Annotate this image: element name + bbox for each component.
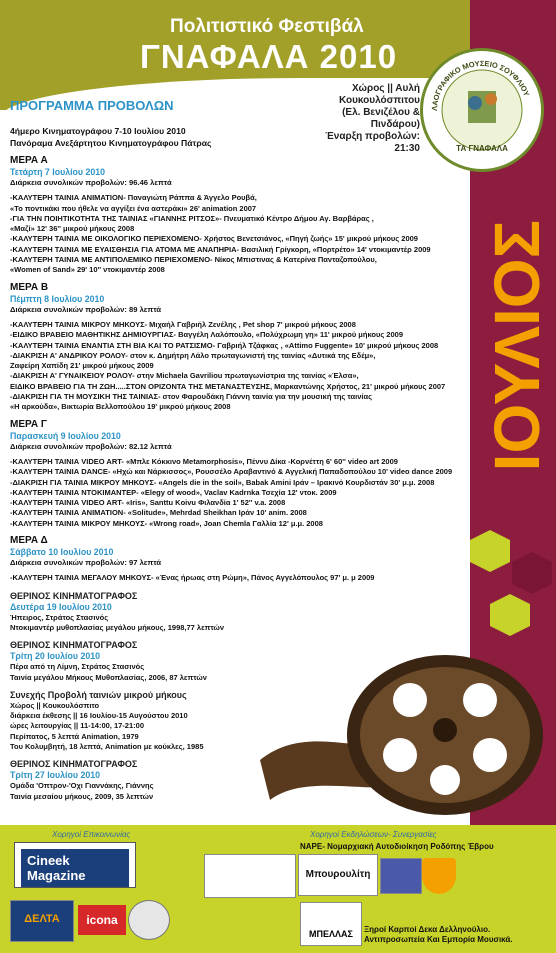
program-title: ΠΡΟΓΡΑΜΜΑ ΠΡΟΒΟΛΩΝ [10, 98, 174, 113]
day-date: Σάββατο 10 Ιουλίου 2010 [10, 547, 114, 558]
extra-line: Πέρα από τη Λίμνη, Στράτος Στασινός [10, 662, 145, 672]
comm-sponsors-label: Χορηγοί Επικοινωνίας [52, 830, 131, 839]
film-line: -ΚΑΛΥΤΕΡΗ ΤΑΙΝΙΑ ΜΙΚΡΟΥ ΜΗΚΟΥΣ- «Wrong road», Joan Chemla Γαλλία 12' μ.μ. 2008 [10, 518, 323, 528]
mellas-logo [300, 902, 362, 946]
festival-title: ΓΝΑΦΑΛΑ 2010 [140, 38, 398, 75]
delta-logo [10, 900, 74, 942]
day-date: Πέμπτη 8 Ιουλίου 2010 [10, 293, 105, 304]
day-duration: Διάρκεια συνολικών προβολών: 96.46 λεπτά [10, 178, 172, 187]
delta-text: ΔΕΛΤΑ [24, 913, 60, 925]
mellas-text: ΜΠΕΛΛΑΣ [309, 929, 353, 939]
film-line: -ΚΑΛΥΤΕΡΗ ΤΑΙΝΙΑ ΜΙΚΡΟΥ ΜΗΚΟΥΣ- Μιχαήλ Γαβριήλ Ζενέλης , Pet shop 7' μικρού μήκους 2008 [10, 319, 356, 329]
film-line: -ΚΑΛΥΤΕΡΗ ΤΑΙΝΙΑ ΜΕΓΑΛΟΥ ΜΗΚΟΥΣ- «Ένας ήρωας στη Ρώμη», Πάνος Αγγελόπουλος 97' μ. μ 2009 [10, 573, 375, 583]
extra-line: Ταινία μεσαίου μήκους, 2009, 35 λεπτών [10, 791, 154, 801]
extra-line: ώρες λειτουργίας || 11-14:00, 17-21:00 [10, 721, 144, 731]
program-intro: Πανόραμα Ανεξάρτητου Κινηματογράφου Πάτρας [10, 137, 212, 148]
logo-sub: ΤΑ ΓΝΑΦΑΛΑ [456, 144, 508, 153]
film-line: «Το ποντικάκι που ήθελε να αγγίξει ένα αστεράκι» 26' animation 2007 [10, 203, 257, 213]
event-sponsors-label: Χορηγοί Εκδηλώσεων- Συνεργασίες [310, 830, 437, 839]
extra-line: Ταινία μεγάλου Μήκους Μυθοπλασίας, 2006, 87 λεπτών [10, 672, 207, 682]
cineek-text: Cineek Magazine [21, 849, 129, 887]
logo-text: ΛΑΟΓΡΑΦΙΚΟ ΜΟΥΣΕΙΟ ΣΟΥΦΛΙΟΥ [429, 58, 532, 112]
bottom-sponsor-text [364, 925, 554, 945]
mpourouliti-logo [298, 854, 378, 896]
film-line: «Η αρκούδα», Βικτωρία Βελλοπούλου 19' μικρού μήκους 2008 [10, 402, 231, 412]
film-line: Ζαφείρη Χαπίδη 21' μικρού μήκους 2009 [10, 361, 154, 371]
day-duration: Διάρκεια συνολικών προβολών: 82.12 λεπτά [10, 441, 172, 451]
extra-line: Περίπατος, 5 λεπτά Animation, 1979 [10, 731, 139, 741]
film-line: -ΔΙΑΚΡΙΣΗ Α' ΓΥΝΑΙΚΕΙΟΥ ΡΟΛΟΥ- στην Michaela Gavriliou πρωταγωνίστρια της ταινίας «Έλσα», [10, 371, 359, 381]
film-line: -ΚΑΛΥΤΕΡΗ ΤΑΙΝΙΑ ANIMATION- Παναγιώτη Ράππα & Άγγελο Ρουβά, [10, 193, 257, 203]
extra-line: Ομάδα 'Οπτρον-'Οχι Γιαννάκης, Γιάννης [10, 781, 154, 791]
extra-heading: ΘΕΡΙΝΟΣ ΚΙΝΗΜΑΤΟΓΡΑΦΟΣ [10, 759, 138, 770]
extra-line: Χώρος || Κουκουλόσπιτο [10, 700, 100, 710]
extra-heading: Συνεχής Προβολή ταινιών μικρού μήκους [10, 689, 187, 700]
film-line: -ΚΑΛΥΤΕΡΗ ΤΑΙΝΙΑ DANCE- «Ηχώ και Νάρκισσος», Ρουσσέλο Αραβαντινό & Αγγελική Παπαδοπούλου 10' video dance 2009 [10, 467, 453, 477]
film-line: -ΚΑΛΥΤΕΡΗ ΤΑΙΝΙΑ VIDEO ART- «Μπλε Κόκκινο Metamorphosis», Πέννυ Δίκα -Κορνέττη 6' 60'' video art 2009 [10, 456, 398, 466]
film-line: -ΚΑΛΥΤΕΡΗ ΤΑΙΝΙΑ ΜΕ ΑΝΤΙΠΟΛΕΜΙΚΟ ΠΕΡΙΕΧΟΜΕΝΟ- Νίκος Μπιστινας & Κατερίνα Πανταζοπούλου, [10, 255, 377, 265]
day-date: Τετάρτη 7 Ιουλίου 2010 [10, 167, 106, 177]
day-block [10, 155, 470, 276]
film-line: -ΔΙΑΚΡΙΣΗ Α' ΑΝΔΡΙΚΟΥ ΡΟΛΟΥ- στον κ. Δημήτρη Λάλο πρωταγωνιστή της ταινίας «Δυτικά της Εδέμ», [10, 350, 376, 360]
hex-decoration [470, 530, 556, 650]
film-line: -ΔΙΑΚΡΙΣΗ ΓΙΑ ΤΗ ΜΟΥΣΙΚΗ ΤΗΣ ΤΑΙΝΙΑΣ- στον Φαρουδάκη Γιάννη ταινία για την μουσική της ταινίας [10, 392, 372, 402]
film-line: -ΓΙΑ ΤΗΝ ΠΟΙΗΤΙΚΟΤΗΤΑ ΤΗΣ ΤΑΙΝΙΑΣ «ΓΙΑΝΝΗΣ ΡΙΤΣΟΣ»- Πνευματικό Κέντρο Δήμου Αγ. Βαρβάρας , [10, 213, 374, 223]
coins-logo [204, 854, 296, 898]
extra-line: διάρκεια έκθεσης || 16 Ιουλίου-15 Αυγούστου 2010 [10, 711, 188, 721]
day-block [10, 419, 470, 529]
day-duration: Διάρκεια συνολικών προβολών: 89 λεπτά [10, 304, 162, 314]
mpourouliti-text: Μπουρουλίτη [305, 869, 371, 880]
film-line: ΕΙΔΙΚΟ ΒΡΑΒΕΙΟ ΓΙΑ ΤΗ ΖΩΗ.....ΣΤΟΝ ΟΡΙΖΟΝΤΑ ΤΗΣ ΜΕΤΑΝΑΣΤΕΥΣΗΣ, Μαρκαντώνης Χρήστος, 21' μικρού μήκους 2007 [10, 381, 446, 391]
film-line: -ΚΑΛΥΤΕΡΗ ΤΑΙΝΙΑ ΜΕ ΟΙΚΟΛΟΓΙΚΟ ΠΕΡΙΕΧΟΜΕΝΟ- Χρήστος Βενετσιάνος, «Πηγή ζωής» 15' μικρού μήκους 2009 [10, 234, 418, 244]
extra-block [10, 591, 470, 634]
nape-label: NAPE- Νομαρχιακή Αυτοδιοίκηση Ροδόπης Έβρου [300, 842, 494, 851]
venue-line: Έναρξη προβολών: 21:30 [325, 131, 420, 154]
program-intro: 4ήμερο Κινηματογράφου 7-10 Ιουλίου 2010 [10, 126, 186, 136]
extra-line: Ήπειρος, Στράτος Στασινός [10, 612, 109, 622]
festival-label: Πολιτιστικό Φεστιβάλ [170, 16, 364, 37]
film-line: -ΕΙΔΙΚΟ ΒΡΑΒΕΙΟ ΜΑΘΗΤΙΚΗΣ ΔΗΜΙΟΥΡΓΙΑΣ- Βαγγέλη Λαλόπουλο, «Πολύχρωμη γη» 11' μικρού μήκους 2009 [10, 330, 403, 340]
program-content [10, 126, 470, 802]
month-label: ΙΟΥΛΙΟΣ [481, 220, 553, 472]
extra-line: Του Κολυμβητή, 18 λεπτά, Animation με κούκλες, 1985 [10, 741, 204, 751]
bottom-line: Αντιπροσωπεία Και Εμπορία Μουσικά. [364, 935, 513, 944]
film-line: -ΔΙΑΚΡΙΣΗ ΓΙΑ ΤΑΙΝΙΑ ΜΙΚΡΟΥ ΜΗΚΟΥΣ- «Angels die in the soil», Babak Amini Ιράν – Ιρακινό Κουρδιστάν 30' μ.μ. 2008 [10, 477, 435, 487]
cineek-logo [14, 842, 136, 888]
film-line: -ΚΑΛΥΤΕΡΗ ΤΑΙΝΙΑ ΜΕ ΕΥΑΙΣΘΗΣΙΑ ΓΙΑ ΑΤΟΜΑ ΜΕ ΑΝΑΠΗΡΙΑ- Βασιλική Γρίγκορη, «Πορτρέτο» 14' ντοκιμαντέρ 2009 [10, 244, 431, 254]
day-title: ΜΕΡΑ Δ [10, 535, 48, 547]
extra-block [10, 690, 470, 752]
round-sponsor-logo [128, 900, 170, 940]
extra-line: Ντοκιμαντέρ μυθοπλασίας μεγάλου μήκους, 1998,77 λεπτών [10, 622, 225, 632]
day-title: ΜΕΡΑ Α [10, 155, 48, 166]
film-line: -ΚΑΛΥΤΕΡΗ ΤΑΙΝΙΑ ΝΤΟΚΙΜΑΝΤΕΡ- «Elegy of wood», Vaclav Kadrnka Τσεχία 12' ντοκ. 2009 [10, 487, 337, 497]
extra-heading: ΘΕΡΙΝΟΣ ΚΙΝΗΜΑΤΟΓΡΑΦΟΣ [10, 590, 138, 601]
day-title: ΜΕΡΑ Γ [10, 418, 47, 430]
film-line: -ΚΑΛΥΤΕΡΗ ΤΑΙΝΙΑ ANIMATION- «Solitude», Mehrdad Sheikhan Ιράν 10' anim. 2008 [10, 508, 307, 518]
extra-block [10, 640, 470, 683]
bottom-line: Ξηροί Καρποί Δεκα Δελληνούλιο. [364, 925, 491, 934]
shield-logo [422, 858, 456, 894]
venue-line: Χώρος || Αυλή Κουκουλόσπιτου [338, 83, 420, 106]
extra-date: Τρίτη 20 Ιουλίου 2010 [10, 651, 101, 662]
film-line: «Μαζί» 12' 36'' μικρού μήκους 2008 [10, 224, 135, 234]
panorama-logo [380, 858, 422, 894]
day-duration: Διάρκεια συνολικών προβολών: 97 λεπτά [10, 558, 162, 568]
extra-date: Δευτέρα 19 Ιουλίου 2010 [10, 601, 112, 612]
extra-block [10, 759, 470, 802]
day-block [10, 282, 470, 413]
film-line: -ΚΑΛΥΤΕΡΗ ΤΑΙΝΙΑ VIDEO ART- «Iris», Santtu Koivu Φιλανδία 1' 52'' v.a. 2008 [10, 498, 286, 508]
icona-text: icona [86, 913, 118, 927]
icona-logo [78, 905, 126, 935]
extra-date: Τρίτη 27 Ιουλίου 2010 [10, 770, 101, 781]
venue-line: (Ελ. Βενιζέλου & Πινδάρου) [342, 107, 420, 130]
day-date: Παρασκευή 9 Ιουλίου 2010 [10, 430, 121, 441]
day-block [10, 535, 470, 584]
film-line: «Women of Sand» 29' 10'' ντοκιμαντέρ 2008 [10, 265, 165, 275]
film-line: -ΚΑΛΥΤΕΡΗ ΤΑΙΝΙΑ ΕΝΑΝΤΙΑ ΣΤΗ ΒΙΑ ΚΑΙ ΤΟ ΡΑΤΣΙΣΜΟ- Γαβριήλ Τζάφκας , «Attimo Fuggente» 10' μικρού μήκους 2008 [10, 340, 439, 350]
extra-heading: ΘΕΡΙΝΟΣ ΚΙΝΗΜΑΤΟΓΡΑΦΟΣ [10, 640, 138, 651]
day-title: ΜΕΡΑ Β [10, 281, 49, 293]
